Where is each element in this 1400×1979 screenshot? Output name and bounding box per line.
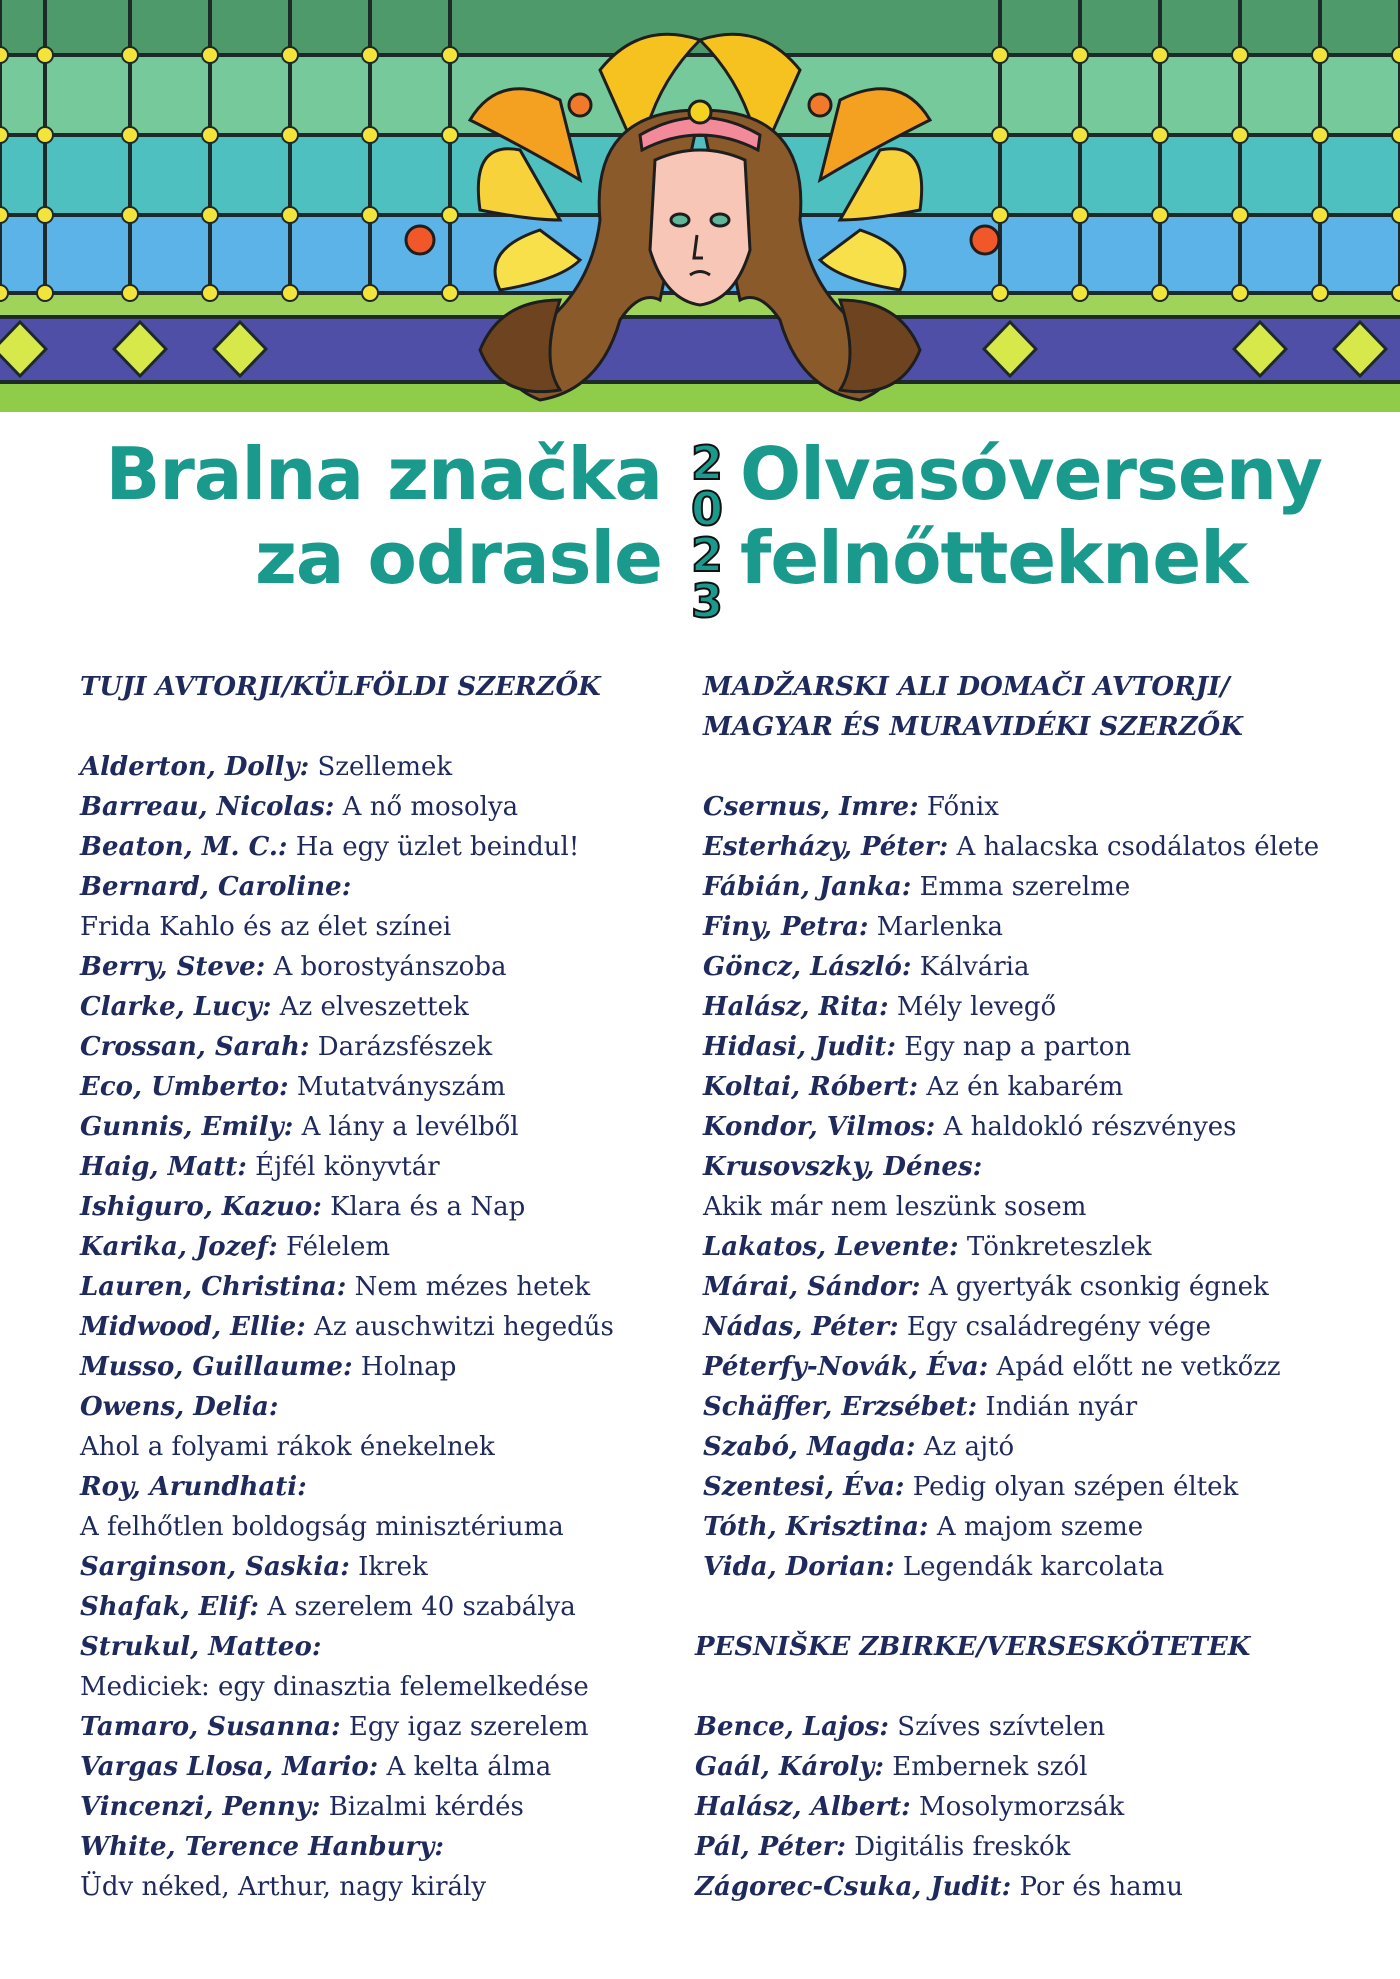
book-entry-author-line — [80, 1627, 680, 1667]
book-title: A haldokló részvényes — [943, 1112, 1237, 1142]
book-entry — [80, 1707, 680, 1747]
author-name: White, Terence Hanbury: — [80, 1832, 444, 1862]
book-title: Üdv néked, Arthur, nagy király — [80, 1872, 487, 1902]
book-title: Egy igaz szerelem — [348, 1712, 589, 1742]
year-digit: 2 — [690, 528, 723, 582]
book-entry — [80, 1107, 680, 1147]
author-name: Clarke, Lucy: — [80, 992, 272, 1022]
book-entry — [80, 1347, 680, 1387]
author-name: Szabó, Magda: — [703, 1432, 916, 1462]
book-title: A borostyánszoba — [273, 952, 507, 982]
author-name: Karika, Jozef: — [80, 1232, 278, 1262]
book-entry — [80, 1787, 680, 1827]
book-entry — [80, 1307, 680, 1347]
spacer — [80, 707, 680, 747]
author-name: Strukul, Matteo: — [80, 1632, 322, 1662]
author-name: Beaton, M. C.: — [80, 832, 288, 862]
author-name: Halász, Rita: — [703, 992, 889, 1022]
book-entry — [703, 1227, 1363, 1267]
book-title: Mutatványszám — [296, 1072, 506, 1102]
book-title: A lány a levélből — [301, 1112, 519, 1142]
book-entry — [80, 1067, 680, 1107]
book-title: Embernek szól — [892, 1752, 1088, 1782]
book-title: Marlenka — [876, 912, 1004, 942]
book-title: Bizalmi kérdés — [328, 1792, 524, 1822]
book-entry — [703, 1427, 1363, 1467]
author-name: Barreau, Nicolas: — [80, 792, 335, 822]
book-title: A gyertyák csonkig égnek — [928, 1272, 1269, 1302]
book-title: Szellemek — [317, 752, 453, 782]
author-name: Ishiguro, Kazuo: — [80, 1192, 322, 1222]
book-entry — [703, 907, 1363, 947]
author-name: Roy, Arundhati: — [80, 1472, 307, 1502]
book-title: Mediciek: egy dinasztia felemelkedése — [80, 1672, 589, 1702]
author-name: Vida, Dorian: — [703, 1552, 895, 1582]
author-name: Péterfy-Novák, Éva: — [703, 1352, 989, 1382]
title-slovene — [106, 432, 662, 600]
author-name: Koltai, Róbert: — [703, 1072, 919, 1102]
foreign-authors-list — [80, 747, 680, 1907]
author-name: Tamaro, Susanna: — [80, 1712, 341, 1742]
author-name: Nádas, Péter: — [703, 1312, 899, 1342]
stained-glass-header-illustration — [0, 0, 1400, 412]
author-name: Schäffer, Erzsébet: — [703, 1392, 978, 1422]
book-title: Holnap — [360, 1352, 457, 1382]
author-name: Haig, Matt: — [80, 1152, 247, 1182]
author-name: Musso, Guillaume: — [80, 1352, 353, 1382]
book-title: Ha egy üzlet beindul! — [295, 832, 580, 862]
title-hungarian-line2: felnőtteknek — [740, 516, 1248, 600]
hungarian-authors-heading-line1: MADŽARSKI ALI DOMAČI AVTORJI/ — [703, 672, 1230, 702]
book-entry — [80, 787, 680, 827]
book-entry — [703, 1067, 1363, 1107]
book-entry — [703, 1027, 1363, 1067]
poetry-heading: PESNIŠKE ZBIRKE/VERSESKÖTETEK — [695, 1632, 1251, 1662]
author-name: Tóth, Krisztina: — [703, 1512, 929, 1542]
book-entry — [703, 787, 1363, 827]
book-title: Klara és a Nap — [330, 1192, 526, 1222]
author-name: Sarginson, Saskia: — [80, 1552, 350, 1582]
book-title: Az ajtó — [923, 1432, 1015, 1462]
author-name: Berry, Steve: — [80, 952, 266, 982]
foreign-authors-heading: TUJI AVTORJI/KÜLFÖLDI SZERZŐK — [80, 672, 601, 702]
author-name: Hidasi, Judit: — [703, 1032, 896, 1062]
book-title: Kálvária — [919, 952, 1030, 982]
book-entry-author-line — [703, 1147, 1363, 1187]
author-name: Zágorec-Csuka, Judit: — [695, 1872, 1012, 1902]
hungarian-authors-column — [695, 667, 1363, 1907]
hungarian-authors-list — [703, 787, 1363, 1587]
book-entry — [695, 1787, 1363, 1827]
book-entry — [80, 747, 680, 787]
book-entry-author-line — [80, 1827, 680, 1867]
book-entry-author-line — [80, 1467, 680, 1507]
author-name: Bernard, Caroline: — [80, 872, 352, 902]
book-title: Mosolymorzsák — [918, 1792, 1125, 1822]
book-entry — [80, 1547, 680, 1587]
author-name: Midwood, Ellie: — [80, 1312, 306, 1342]
book-entry — [703, 947, 1363, 987]
book-entry — [80, 1267, 680, 1307]
author-name: Csernus, Imre: — [703, 792, 919, 822]
book-entry — [703, 1107, 1363, 1147]
title-slovene-line1: Bralna značka — [105, 432, 662, 516]
book-title: Frida Kahlo és az élet színei — [80, 912, 452, 942]
title-slovene-line2: za odrasle — [254, 516, 662, 600]
book-title: Félelem — [285, 1232, 391, 1262]
book-title: Egy nap a parton — [904, 1032, 1132, 1062]
book-entry — [703, 1267, 1363, 1307]
spacer — [703, 1587, 1363, 1627]
author-name: Szentesi, Éva: — [703, 1472, 905, 1502]
author-name: Göncz, László: — [703, 952, 912, 982]
book-title: Indián nyár — [985, 1392, 1138, 1422]
book-entry — [80, 1027, 680, 1067]
hungarian-authors-heading-line2: MAGYAR ÉS MURAVIDÉKI SZERZŐK — [703, 712, 1243, 742]
book-title: Nem mézes hetek — [354, 1272, 591, 1302]
book-entry — [695, 1827, 1363, 1867]
book-title: Darázsfészek — [317, 1032, 493, 1062]
book-title: Az elveszettek — [279, 992, 469, 1022]
spacer — [703, 1667, 1363, 1707]
year-digit: 3 — [690, 574, 723, 628]
year-digit: 2 — [690, 436, 723, 490]
author-name: Lauren, Christina: — [80, 1272, 347, 1302]
book-entry — [80, 827, 680, 867]
book-title: A nő mosolya — [342, 792, 519, 822]
author-name: Owens, Delia: — [80, 1392, 279, 1422]
book-entry — [703, 1347, 1363, 1387]
book-title: Tönkreteszlek — [966, 1232, 1152, 1262]
book-entry — [80, 987, 680, 1027]
book-entry-author-line — [80, 867, 680, 907]
book-title: A majom szeme — [936, 1512, 1144, 1542]
book-title: A szerelem 40 szabálya — [267, 1592, 576, 1622]
author-name: Alderton, Dolly: — [80, 752, 310, 782]
book-title: A felhőtlen boldogság minisztériuma — [80, 1512, 564, 1542]
author-name: Gunnis, Emily: — [80, 1112, 294, 1142]
book-entry — [703, 1507, 1363, 1547]
author-name: Crossan, Sarah: — [80, 1032, 310, 1062]
book-title: Apád előtt ne vetkőzz — [996, 1352, 1281, 1382]
author-name: Halász, Albert: — [695, 1792, 911, 1822]
title-hungarian — [740, 432, 1322, 600]
author-name: Vargas Llosa, Mario: — [80, 1752, 379, 1782]
book-title: Pedig olyan szépen éltek — [912, 1472, 1239, 1502]
book-title: A kelta álma — [386, 1752, 552, 1782]
book-entry — [695, 1867, 1363, 1907]
author-name: Krusovszky, Dénes: — [703, 1152, 983, 1182]
book-title: Legendák karcolata — [902, 1552, 1165, 1582]
book-title: A halacska csodálatos élete — [956, 832, 1320, 862]
book-entry — [80, 1147, 680, 1187]
title-hungarian-line1: Olvasóverseny — [740, 432, 1322, 516]
book-entry — [703, 1387, 1363, 1427]
foreign-authors-column — [80, 667, 680, 1907]
author-name: Fábián, Janka: — [703, 872, 912, 902]
book-entry — [695, 1747, 1363, 1787]
book-title: Egy családregény vége — [906, 1312, 1211, 1342]
author-name: Márai, Sándor: — [703, 1272, 921, 1302]
book-title: Ahol a folyami rákok énekelnek — [80, 1432, 495, 1462]
book-entry — [703, 1547, 1363, 1587]
book-title: Digitális freskók — [854, 1832, 1071, 1862]
book-title: Por és hamu — [1019, 1872, 1183, 1902]
book-entry — [80, 947, 680, 987]
book-entry-author-line — [80, 1387, 680, 1427]
author-name: Kondor, Vilmos: — [703, 1112, 936, 1142]
book-entry — [80, 1187, 680, 1227]
author-name: Gaál, Károly: — [695, 1752, 884, 1782]
book-title: Emma szerelme — [919, 872, 1131, 902]
book-title: Ikrek — [358, 1552, 428, 1582]
author-name: Finy, Petra: — [703, 912, 869, 942]
book-title: Akik már nem leszünk sosem — [703, 1192, 1087, 1222]
book-title: Éjfél könyvtár — [255, 1152, 440, 1182]
book-entry — [80, 1227, 680, 1267]
author-name: Bence, Lajos: — [695, 1712, 890, 1742]
spacer — [703, 747, 1363, 787]
book-entry — [703, 867, 1363, 907]
book-entry — [703, 1467, 1363, 1507]
author-name: Shafak, Elif: — [80, 1592, 260, 1622]
book-entry — [703, 827, 1363, 867]
book-entry — [703, 1307, 1363, 1347]
book-entry — [695, 1707, 1363, 1747]
author-name: Eco, Umberto: — [80, 1072, 289, 1102]
book-title: Az auschwitzi hegedűs — [314, 1312, 614, 1342]
year-digit: 0 — [690, 482, 723, 536]
author-name: Lakatos, Levente: — [703, 1232, 959, 1262]
book-title: Mély levegő — [896, 992, 1057, 1022]
author-name: Pál, Péter: — [695, 1832, 846, 1862]
poetry-list — [695, 1707, 1363, 1907]
book-title: Az én kabarém — [926, 1072, 1124, 1102]
book-entry — [703, 987, 1363, 1027]
book-entry — [80, 1587, 680, 1627]
book-title: Főnix — [926, 792, 999, 822]
author-name: Vincenzi, Penny: — [80, 1792, 321, 1822]
author-name: Esterházy, Péter: — [703, 832, 949, 862]
book-entry — [80, 1747, 680, 1787]
book-title: Szíves szívtelen — [897, 1712, 1106, 1742]
